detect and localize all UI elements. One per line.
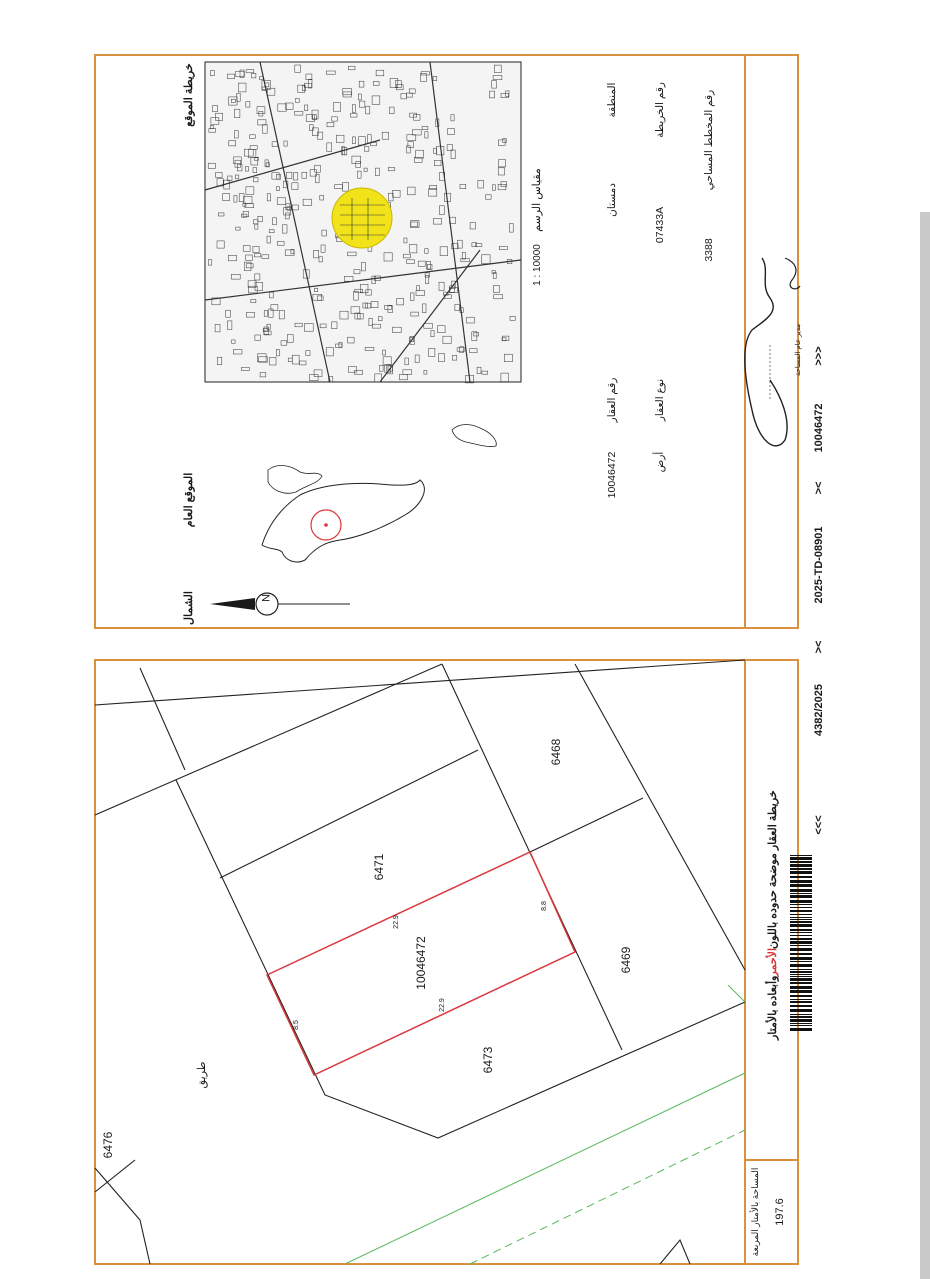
property-type-label: نوع العقار (654, 378, 666, 422)
ref-close: >>> (813, 346, 825, 366)
scale-label: مقياس الرسم (531, 168, 543, 232)
ref-td-number: 2025-TD-08901 (813, 526, 825, 604)
ref-open: <<< (813, 815, 825, 835)
region-value: دمستان (606, 183, 618, 217)
north-letter: N (259, 594, 271, 602)
property-number-label: رقم العقار (606, 377, 618, 423)
plot-main-number: 10046472 (414, 936, 428, 990)
survey-plan-value: 3388 (703, 238, 715, 262)
site-map (205, 62, 521, 383)
property-frame (95, 660, 798, 1264)
scale-value: 1 : 10000 (532, 244, 543, 286)
map-number-value: 07433A (654, 206, 666, 244)
dimension-bottom: 22.9 (439, 998, 446, 1012)
site-map-title: خريطة الموقع (183, 63, 195, 127)
area-value: 197.6 (774, 1198, 786, 1226)
location-marker-dot (324, 523, 328, 527)
caption-part-2: وأبعاده بالأمتار (767, 975, 779, 1040)
plot-6468: 6468 (549, 738, 563, 766)
property-type-value: أرض (654, 451, 666, 473)
signature-caption: مدير عام المساحة (795, 323, 802, 377)
dimension-left: 8.5 (293, 1020, 300, 1030)
signature (745, 258, 800, 446)
site-highlight (332, 188, 392, 248)
plot-6476: 6476 (101, 1131, 115, 1159)
plot-6471: 6471 (372, 853, 386, 881)
ref-separator-2: >< (813, 481, 825, 495)
caption-part-1: خريطة العقار موضحة حدوده باللون (767, 790, 779, 949)
scrollbar[interactable] (920, 212, 930, 1279)
survey-plan-label: رقم المخطط المساحي (703, 89, 715, 191)
north-label: الشمال (183, 591, 195, 625)
map-number-label: رقم الخريطة (654, 82, 666, 138)
dimension-right: 8.8 (541, 901, 548, 911)
general-location-title: الموقع العام (183, 472, 195, 528)
general-location-map (262, 425, 496, 563)
region-label: المنطقة (606, 82, 618, 118)
plot-6473: 6473 (481, 1046, 495, 1074)
ref-document-number: 4382/2025 (813, 684, 825, 736)
plot-6469: 6469 (619, 946, 633, 974)
dimension-top: 22.9 (393, 915, 400, 929)
area-label: المساحة بالأمتار المربعة (750, 1167, 760, 1257)
ref-separator-1: >< (813, 640, 825, 654)
north-arrow (210, 593, 350, 615)
road-label: طريق (196, 1061, 208, 1089)
barcode (790, 855, 812, 1031)
caption-red-word: الأحمر (767, 948, 779, 977)
property-number-value: 10046472 (606, 451, 618, 499)
property-caption (765, 790, 779, 1041)
ref-property-number: 10046472 (813, 403, 825, 453)
